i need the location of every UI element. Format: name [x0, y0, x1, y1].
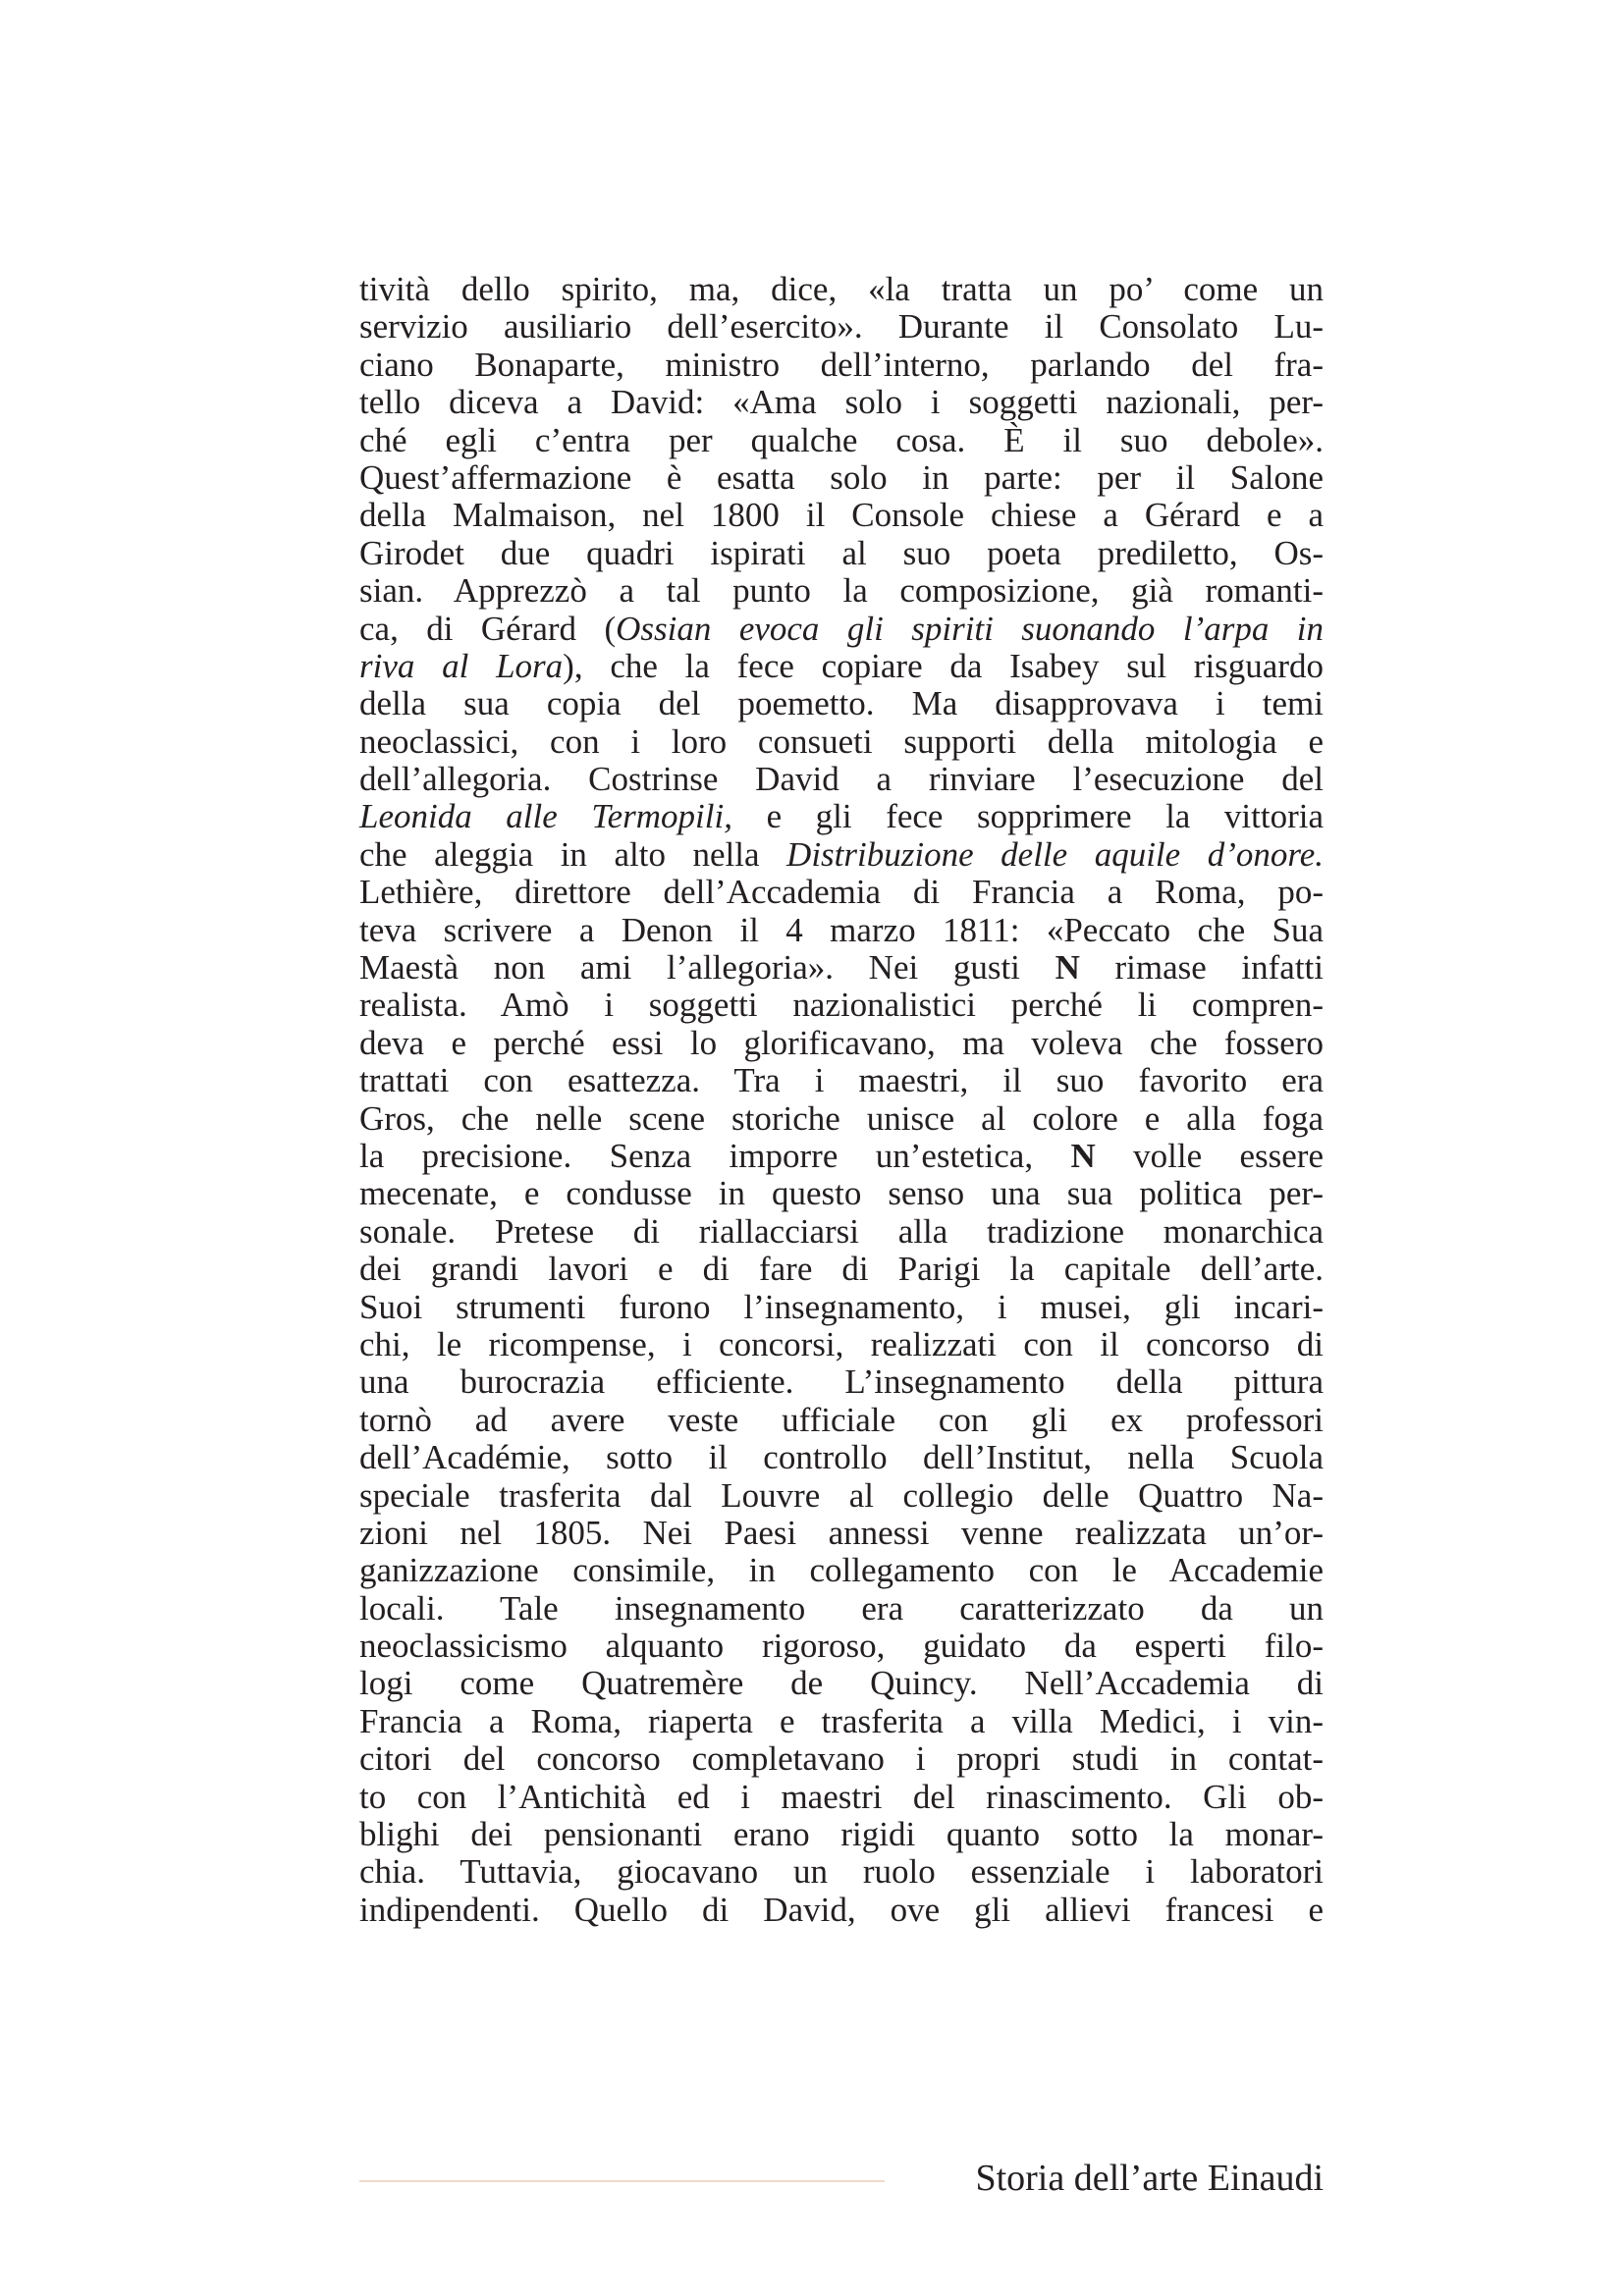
text-run: tello diceva a David: «Ama solo i soggetti nazionali, per- — [359, 383, 1324, 422]
text-line — [359, 1326, 1324, 1363]
italic-title: Leonida alle Termopili, — [359, 797, 732, 836]
text-line — [359, 1289, 1324, 1326]
text-run: tornò ad avere veste ufficiale con gli ex professori — [359, 1400, 1324, 1439]
text-line — [359, 611, 1324, 648]
text-line — [359, 1251, 1324, 1288]
text-run: Quest’affermazione è esatta solo in parte: per il Salone — [359, 457, 1324, 497]
text-line — [359, 308, 1324, 346]
text-run: Girodet due quadri ispirati al suo poeta prediletto, Os- — [359, 533, 1324, 572]
text-line — [359, 1552, 1324, 1589]
text-run: speciale trasferita dal Louvre al collegio delle Quattro Na- — [359, 1475, 1324, 1515]
text-line — [359, 685, 1324, 722]
text-line — [359, 384, 1324, 421]
text-line — [359, 1779, 1324, 1816]
text-run: Maestà non ami l’allegoria». Nei gusti — [359, 948, 1055, 988]
text-line — [359, 1816, 1324, 1853]
text-run: Suoi strumenti furono l’insegnamento, i musei, gli incari- — [359, 1287, 1324, 1326]
body-text — [359, 271, 1324, 1929]
text-line — [359, 1100, 1324, 1138]
text-run: sian. Apprezzò a tal punto la composizione, già romanti- — [359, 571, 1324, 611]
text-line — [359, 572, 1324, 610]
text-line — [359, 648, 1324, 685]
text-line — [359, 1628, 1324, 1665]
text-run: chia. Tuttavia, giocavano un ruolo essenziale i laboratori — [359, 1852, 1324, 1892]
text-line — [359, 1590, 1324, 1628]
text-line — [359, 1892, 1324, 1929]
text-run: ganizzazione consimile, in collegamento con le Accademie — [359, 1551, 1324, 1590]
text-line — [359, 1062, 1324, 1099]
text-run: che aleggia in alto nella — [359, 834, 787, 874]
text-line — [359, 1025, 1324, 1062]
text-run: logi come Quatremère de Quincy. Nell’Accademia di — [359, 1664, 1324, 1703]
text-run: ca, di Gérard ( — [359, 609, 617, 648]
text-run: to con l’Antichità ed i maestri del rinascimento. Gli ob- — [359, 1777, 1324, 1816]
text-line — [359, 1138, 1324, 1175]
text-run: neoclassicismo alquanto rigoroso, guidato da esperti filo- — [359, 1627, 1324, 1666]
text-line — [359, 1853, 1324, 1891]
text-run: chi, le ricompense, i concorsi, realizzati con il concorso di — [359, 1324, 1324, 1363]
text-run: locali. Tale insegnamento era caratterizzato da un — [359, 1588, 1324, 1628]
text-line — [359, 723, 1324, 761]
text-run: della Malmaison, nel 1800 il Console chiese a Gérard e a — [359, 496, 1324, 535]
text-run: rimase infatti — [1079, 948, 1325, 988]
text-run: trattati con esattezza. Tra i maestri, il suo favorito era — [359, 1061, 1324, 1100]
text-run: volle essere — [1095, 1136, 1325, 1175]
text-run: ciano Bonaparte, ministro dell’interno, parlando del fra- — [359, 345, 1324, 384]
italic-title: riva al Lora — [359, 646, 564, 685]
text-line — [359, 1703, 1324, 1740]
text-run: Francia a Roma, riaperta e trasferita a villa Medici, i vin- — [359, 1701, 1324, 1740]
text-run: neoclassici, con i loro consueti supporti della mitologia e — [359, 721, 1324, 761]
text-run: deva e perché essi lo glorificavano, ma voleva che fossero — [359, 1023, 1324, 1062]
text-line — [359, 1213, 1324, 1251]
text-line — [359, 271, 1324, 308]
text-run: dei grandi lavori e di fare di Parigi la capitale dell’arte. — [359, 1250, 1324, 1289]
footer-rule — [359, 2180, 885, 2182]
text-run: e gli fece sopprimere la vittoria — [731, 797, 1324, 836]
text-run: indipendenti. Quello di David, ove gli allievi francesi e — [359, 1890, 1324, 1929]
text-run: citori del concorso completavano i propri studi in contat- — [359, 1739, 1324, 1779]
text-line — [359, 836, 1324, 874]
bold-initial: N — [1070, 1136, 1096, 1175]
text-line — [359, 912, 1324, 949]
text-line — [359, 987, 1324, 1024]
text-line — [359, 761, 1324, 798]
text-run: Gros, che nelle scene storiche unisce al colore e alla foga — [359, 1098, 1324, 1138]
text-run: mecenate, e condusse in questo senso una sua politica per- — [359, 1174, 1324, 1213]
text-run: servizio ausiliario dell’esercito». Durante il Consolato Lu- — [359, 307, 1324, 347]
text-line — [359, 874, 1324, 911]
text-run: tività dello spirito, ma, dice, «la tratta un po’ come un — [359, 270, 1324, 308]
text-run: una burocrazia efficiente. L’insegnamento della pittura — [359, 1362, 1324, 1402]
text-line — [359, 422, 1324, 459]
text-run: sonale. Pretese di riallacciarsi alla tradizione monarchica — [359, 1211, 1324, 1251]
text-line — [359, 1175, 1324, 1212]
text-run: ché egli c’entra per qualche cosa. È il suo debole». — [359, 420, 1324, 459]
text-run: Lethière, direttore dell’Accademia di Francia a Roma, po- — [359, 873, 1324, 912]
text-line — [359, 1515, 1324, 1552]
text-line — [359, 1363, 1324, 1401]
text-line — [359, 1439, 1324, 1476]
text-line — [359, 798, 1324, 835]
text-run: dell’Académie, sotto il controllo dell’Institut, nella Scuola — [359, 1438, 1324, 1477]
text-run: la precisione. Senza imporre un’estetica, — [359, 1136, 1071, 1175]
text-run: zioni nel 1805. Nei Paesi annessi venne realizzata un’or- — [359, 1513, 1324, 1552]
text-run: ), che la fece copiare da Isabey sul risguardo — [563, 646, 1324, 685]
text-line — [359, 1665, 1324, 1702]
text-line — [359, 1402, 1324, 1439]
text-run: della sua copia del poemetto. Ma disapprovava i temi — [359, 684, 1324, 723]
text-line — [359, 347, 1324, 384]
text-run: realista. Amò i soggetti nazionalistici perché li compren- — [359, 986, 1324, 1025]
text-line — [359, 1740, 1324, 1778]
text-line — [359, 1477, 1324, 1515]
text-line — [359, 535, 1324, 572]
text-line — [359, 459, 1324, 497]
text-run: dell’allegoria. Costrinse David a rinviare l’esecuzione del — [359, 760, 1324, 799]
footer-publisher-label: Storia dell’arte Einaudi — [975, 2158, 1324, 2199]
text-run: teva scrivere a Denon il 4 marzo 1811: «Peccato che Sua — [359, 910, 1324, 949]
text-line — [359, 949, 1324, 987]
bold-initial: N — [1055, 948, 1080, 988]
text-run: blighi dei pensionanti erano rigidi quanto sotto la monar- — [359, 1815, 1324, 1854]
text-line — [359, 497, 1324, 534]
italic-title: Ossian evoca gli spiriti suonando l’arpa in — [616, 609, 1325, 648]
italic-title: Distribuzione delle aquile d’onore. — [786, 834, 1324, 874]
